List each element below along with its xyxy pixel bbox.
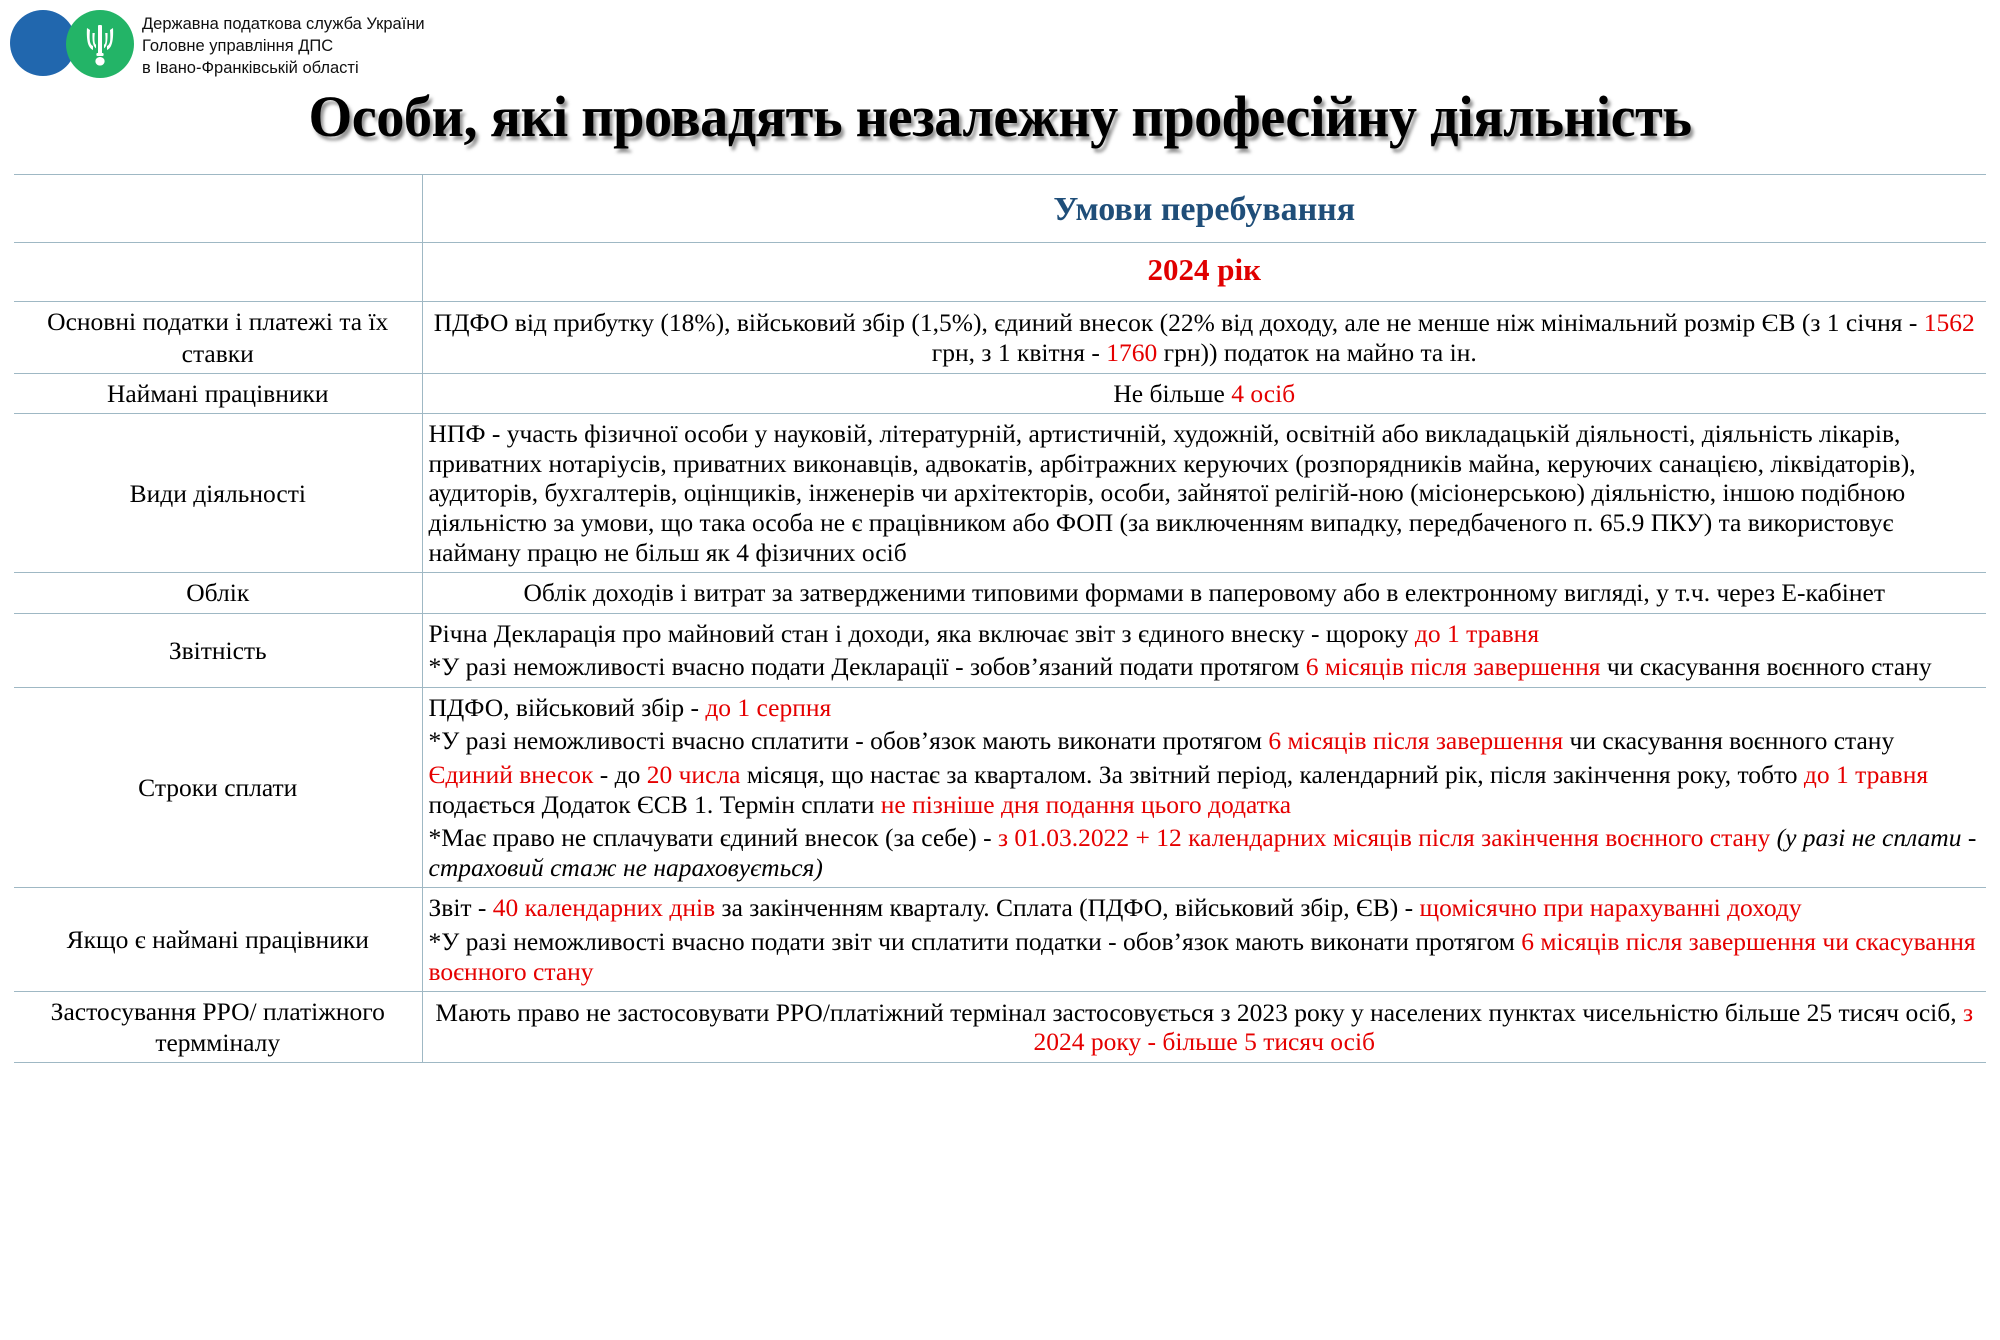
body-text: ПДФО, військовий збір - bbox=[428, 692, 706, 722]
content-paragraph bbox=[429, 692, 1981, 724]
content-paragraph bbox=[429, 651, 1981, 683]
header-main-cell bbox=[422, 175, 1986, 243]
org-line-3: в Івано-Франківській області bbox=[142, 58, 359, 77]
body-text: чи скасування воєнного стану bbox=[1600, 652, 1932, 682]
org-name-block bbox=[142, 8, 425, 79]
highlight-text: до 1 травня bbox=[1803, 760, 1929, 790]
table-row bbox=[14, 687, 1986, 887]
table-row bbox=[14, 992, 1986, 1063]
content-paragraph bbox=[429, 378, 1981, 410]
content-paragraph bbox=[429, 997, 1981, 1058]
row-label: Наймані працівники bbox=[14, 373, 422, 414]
header-year-label: 2024 рік bbox=[1147, 252, 1261, 288]
row-content bbox=[422, 687, 1986, 887]
content-paragraph bbox=[429, 307, 1981, 368]
highlight-text: 1562 bbox=[1923, 308, 1975, 338]
highlight-text: 4 осіб bbox=[1231, 378, 1296, 408]
row-label: Якщо є наймані працівники bbox=[14, 888, 422, 992]
trident-coat-of-arms-icon bbox=[83, 22, 117, 66]
row-label: Облік bbox=[14, 573, 422, 614]
body-text: *У разі неможливості вчасно сплатити - обов’язок мають виконати протягом bbox=[428, 726, 1269, 756]
row-label: Строки сплати bbox=[14, 687, 422, 887]
table-header-row-year bbox=[14, 243, 1986, 302]
table-header-row-main bbox=[14, 175, 1986, 243]
body-text: (у разі не сплати - страховий стаж не нараховується) bbox=[428, 823, 1977, 882]
page-title: Особи, які провадять незалежну професійну діяльність bbox=[308, 84, 1692, 149]
row-label: Види діяльності bbox=[14, 414, 422, 573]
row-content bbox=[422, 613, 1986, 687]
body-text: місяця, що настає за кварталом. За звітний період, календарний рік, після закінчення року, тобто bbox=[740, 760, 1804, 790]
body-text: *У разі неможливості вчасно подати звіт чи сплатити податки - обов’язок мають виконати протягом bbox=[428, 926, 1522, 956]
body-text: чи скасування воєнного стану bbox=[1563, 726, 1895, 756]
content-paragraph bbox=[429, 725, 1981, 757]
table-row bbox=[14, 888, 1986, 992]
table-container bbox=[0, 174, 2000, 1063]
header-year-spacer-cell bbox=[14, 243, 422, 302]
org-line-1: Державна податкова служба України bbox=[142, 15, 425, 33]
highlight-text: до 1 серпня bbox=[705, 692, 832, 722]
highlight-text: 6 місяців після завершення bbox=[1305, 652, 1601, 682]
body-text: - до bbox=[593, 760, 647, 790]
table-row bbox=[14, 573, 1986, 614]
org-line-2: Головне управління ДПС bbox=[142, 36, 334, 55]
highlight-text: щомісячно при нарахуванні доходу bbox=[1419, 893, 1802, 923]
body-text: подається Додаток ЄСВ 1. Термін сплати bbox=[428, 789, 881, 819]
row-label: Застосування РРО/ платіжного термміналу bbox=[14, 992, 422, 1063]
header-spacer-cell bbox=[14, 175, 422, 243]
body-text: Не більше bbox=[1113, 378, 1232, 408]
body-text: грн, з 1 квітня - bbox=[931, 337, 1107, 367]
body-text: за закінченням кварталу. Сплата (ПДФО, військовий збір, ЄВ) - bbox=[715, 893, 1420, 923]
row-label: Основні податки і платежі та їх ставки bbox=[14, 302, 422, 373]
body-text: НПФ - участь фізичної особи у науковій, літературній, артистичній, художній, освітній або викладацькій діяльності, діяльність лікарів, приватних нотаріусів, приватних виконавців, адвокатів, арбітражних керуючих (розпорядників майна, керуючих санацією, ліквідаторів), аудиторів, бухгалтерів, оцінщиків, інженерів чи архітекторів, особи, зайнятої релігій-ною (місіонерською) діяльністю, іншою подібною діяльністю за умови, що така особа не є працівником або ФОП (за виключенням випадку, передбаченого п. 65.9 ПКУ) та використовує найману працю не більш як 4 фізичних осіб bbox=[428, 419, 1916, 567]
table-row bbox=[14, 302, 1986, 373]
content-paragraph bbox=[429, 822, 1981, 883]
row-content bbox=[422, 573, 1986, 614]
body-text: *У разі неможливості вчасно подати Декларації - зобов’язаний подати протягом bbox=[428, 652, 1306, 682]
highlight-text: 6 місяців після завершення чи скасування воєнного стану bbox=[428, 926, 1976, 986]
highlight-text: 40 календарних днів bbox=[492, 893, 716, 923]
body-text: Річна Декларація про майновий стан і доходи, яка включає звіт з єдиного внеску - щороку bbox=[428, 618, 1415, 648]
highlight-text: 1760 bbox=[1106, 337, 1158, 367]
table-row bbox=[14, 613, 1986, 687]
body-text: Мають право не застосовувати РРО/платіжний термінал застосовується з 2023 року у населених пунктах чисельністю більше 25 тисяч осіб, bbox=[435, 997, 1963, 1027]
highlight-text: з 2024 року - більше 5 тисяч осіб bbox=[1033, 997, 1974, 1057]
content-paragraph bbox=[429, 577, 1981, 609]
highlight-text: Єдиний внесок bbox=[428, 760, 594, 790]
highlight-text: 20 числа bbox=[646, 760, 741, 790]
body-text: ПДФО від прибутку (18%), військовий збір (1,5%), єдиний внесок (22% від доходу, але не менше ніж мінімальний розмір ЄВ (з 1 січня - bbox=[433, 308, 1924, 338]
highlight-text: 6 місяців після завершення bbox=[1268, 726, 1564, 756]
row-content bbox=[422, 888, 1986, 992]
table-row bbox=[14, 373, 1986, 414]
content-paragraph bbox=[429, 926, 1981, 987]
row-content bbox=[422, 373, 1986, 414]
body-text: Облік доходів і витрат за затвердженими типовими формами в паперовому або в електронному вигляді, у т.ч. через Е-кабінет bbox=[523, 578, 1885, 608]
header-year-cell bbox=[422, 243, 1986, 302]
body-text: грн)) податок на майно та ін. bbox=[1157, 337, 1477, 367]
row-content bbox=[422, 992, 1986, 1063]
conditions-table bbox=[14, 174, 1986, 1063]
row-content bbox=[422, 414, 1986, 573]
header-main-label: Умови перебування bbox=[1053, 191, 1356, 228]
content-paragraph bbox=[429, 759, 1981, 820]
content-paragraph bbox=[429, 892, 1981, 924]
content-paragraph bbox=[429, 418, 1981, 568]
highlight-text: не пізніше дня подання цього додатка bbox=[880, 789, 1292, 819]
content-paragraph bbox=[429, 618, 1981, 650]
logo-green-circle-icon bbox=[66, 10, 134, 78]
row-label: Звітність bbox=[14, 613, 422, 687]
logo-group bbox=[8, 8, 136, 78]
highlight-text: з 01.03.2022 + 12 календарних місяців після закінчення воєнного стану bbox=[997, 823, 1771, 853]
page-header bbox=[0, 0, 2000, 84]
row-content bbox=[422, 302, 1986, 373]
body-text: *Має право не сплачувати єдиний внесок (за себе) - bbox=[428, 823, 998, 853]
body-text: Звіт - bbox=[428, 893, 493, 923]
highlight-text: до 1 травня bbox=[1414, 618, 1540, 648]
table-row bbox=[14, 414, 1986, 573]
